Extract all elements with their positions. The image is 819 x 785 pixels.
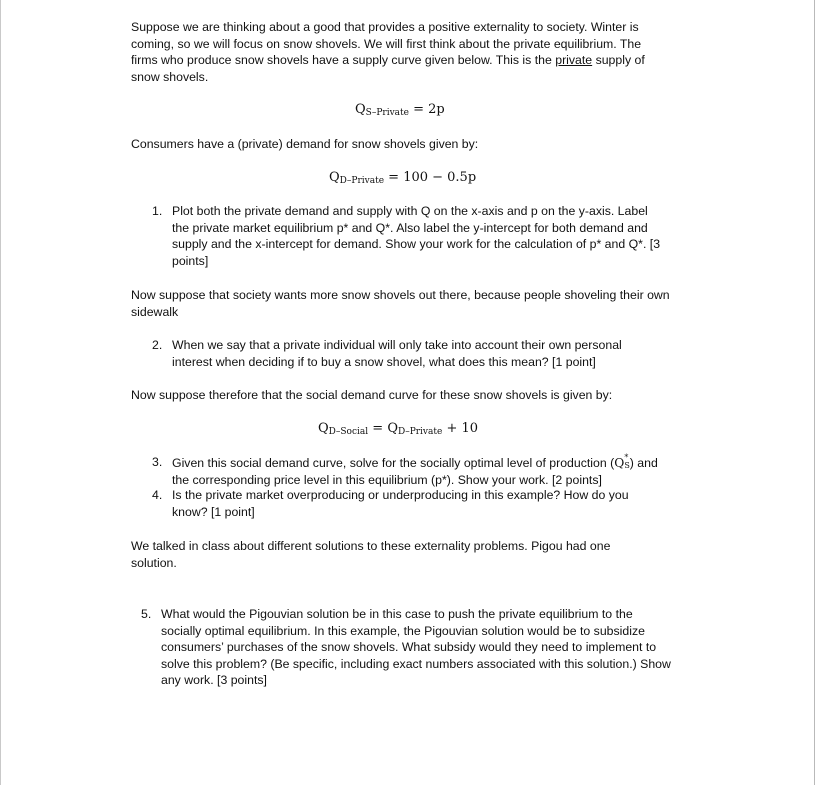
intro-paragraph: [131, 19, 671, 85]
social-eq-rhs: + 10: [442, 421, 479, 436]
question-5: [141, 606, 681, 696]
supply-eq-subscript: S–Private: [365, 108, 409, 118]
question-2: [152, 337, 672, 373]
social-eq-mid: =: [368, 421, 388, 436]
question-3-text-after: ) and the corresponding price level in this equilibrium (p*). Show your work. [2 points]: [172, 456, 658, 487]
q-star-s-symbol: [614, 453, 630, 470]
q-star-s-q: Q: [614, 456, 625, 470]
intro-text-end: supply of snow shovels.: [131, 53, 645, 84]
intro-text-start: Suppose we are thinking about a good that provides a positive externality to society. Winter is coming, so we will focus on snow shovels. We will first think about the private equilibrium. The firms who produce snow shovels have a supply curve given below. This is the: [131, 20, 642, 68]
demand-equation: [329, 170, 476, 186]
question-4-number: 4.: [152, 488, 163, 502]
question-5-text: What would the Pigouvian solution be in this case to push the private equilibrium to the socially optimal equilibrium. In this example, the Pigouvian solution would be to subsidize consumers’ purchases of the snow shovels. What subsidy would they need to implement to solve this problem? (Be specific, including exact numbers associated with this solution.) Show any work. [3 points]: [161, 607, 671, 688]
question-1-number: 1.: [152, 204, 163, 218]
q-star-s-sub: S: [624, 461, 630, 470]
social-demand-equation: [318, 421, 478, 437]
social-eq-subscript-2: D–Private: [397, 427, 443, 437]
demand-intro: Consumers have a (private) demand for snow shovels given by:: [131, 137, 479, 151]
question-4-text: Is the private market overproducing or underproducing in this example? How do you know? [1 point]: [172, 488, 629, 519]
question-2-text: When we say that a private individual will only take into account their own personal interest when deciding if to buy a snow shovel, what does this mean? [1 point]: [172, 338, 622, 369]
supply-equation: [355, 102, 445, 118]
supply-eq-q: Q: [355, 102, 366, 117]
demand-eq-q: Q: [329, 170, 340, 185]
question-1: [152, 203, 672, 273]
question-3-number: 3.: [152, 455, 163, 469]
question-2-number: 2.: [152, 338, 163, 352]
pigou-paragraph: We talked in class about different solutions to these externality problems. Pigou had one solution.: [131, 539, 611, 570]
demand-eq-rhs: = 100 − 0.5p: [384, 170, 477, 185]
question-3-text-before: Given this social demand curve, solve for the socially optimal level of production (: [172, 456, 615, 470]
question-1-text: Plot both the private demand and supply with Q on the x-axis and p on the y-axis. Label the private market equilibrium p* and Q*. Also label the y-intercept for both demand and supply and the x-intercept for demand. Show your work for the calculation of p* and Q*. [3 points]: [172, 204, 661, 268]
question-3-text: [172, 454, 672, 488]
q-star-s-sup: *: [624, 453, 629, 462]
society-paragraph: Now suppose that society wants more snow shovels out there, because people shoveling their own sidewalk: [131, 288, 670, 319]
social-eq-q2: Q: [387, 421, 398, 436]
question-3: [152, 454, 672, 490]
supply-eq-rhs: = 2p: [408, 102, 445, 117]
social-demand-intro: Now suppose therefore that the social demand curve for these snow shovels is given by:: [131, 388, 613, 402]
social-eq-q1: Q: [318, 421, 329, 436]
question-4: [152, 487, 672, 523]
intro-private-underlined: private: [555, 53, 593, 68]
social-eq-subscript-1: D–Social: [328, 427, 369, 437]
question-5-number: 5.: [141, 607, 152, 621]
demand-eq-subscript: D–Private: [339, 176, 385, 186]
